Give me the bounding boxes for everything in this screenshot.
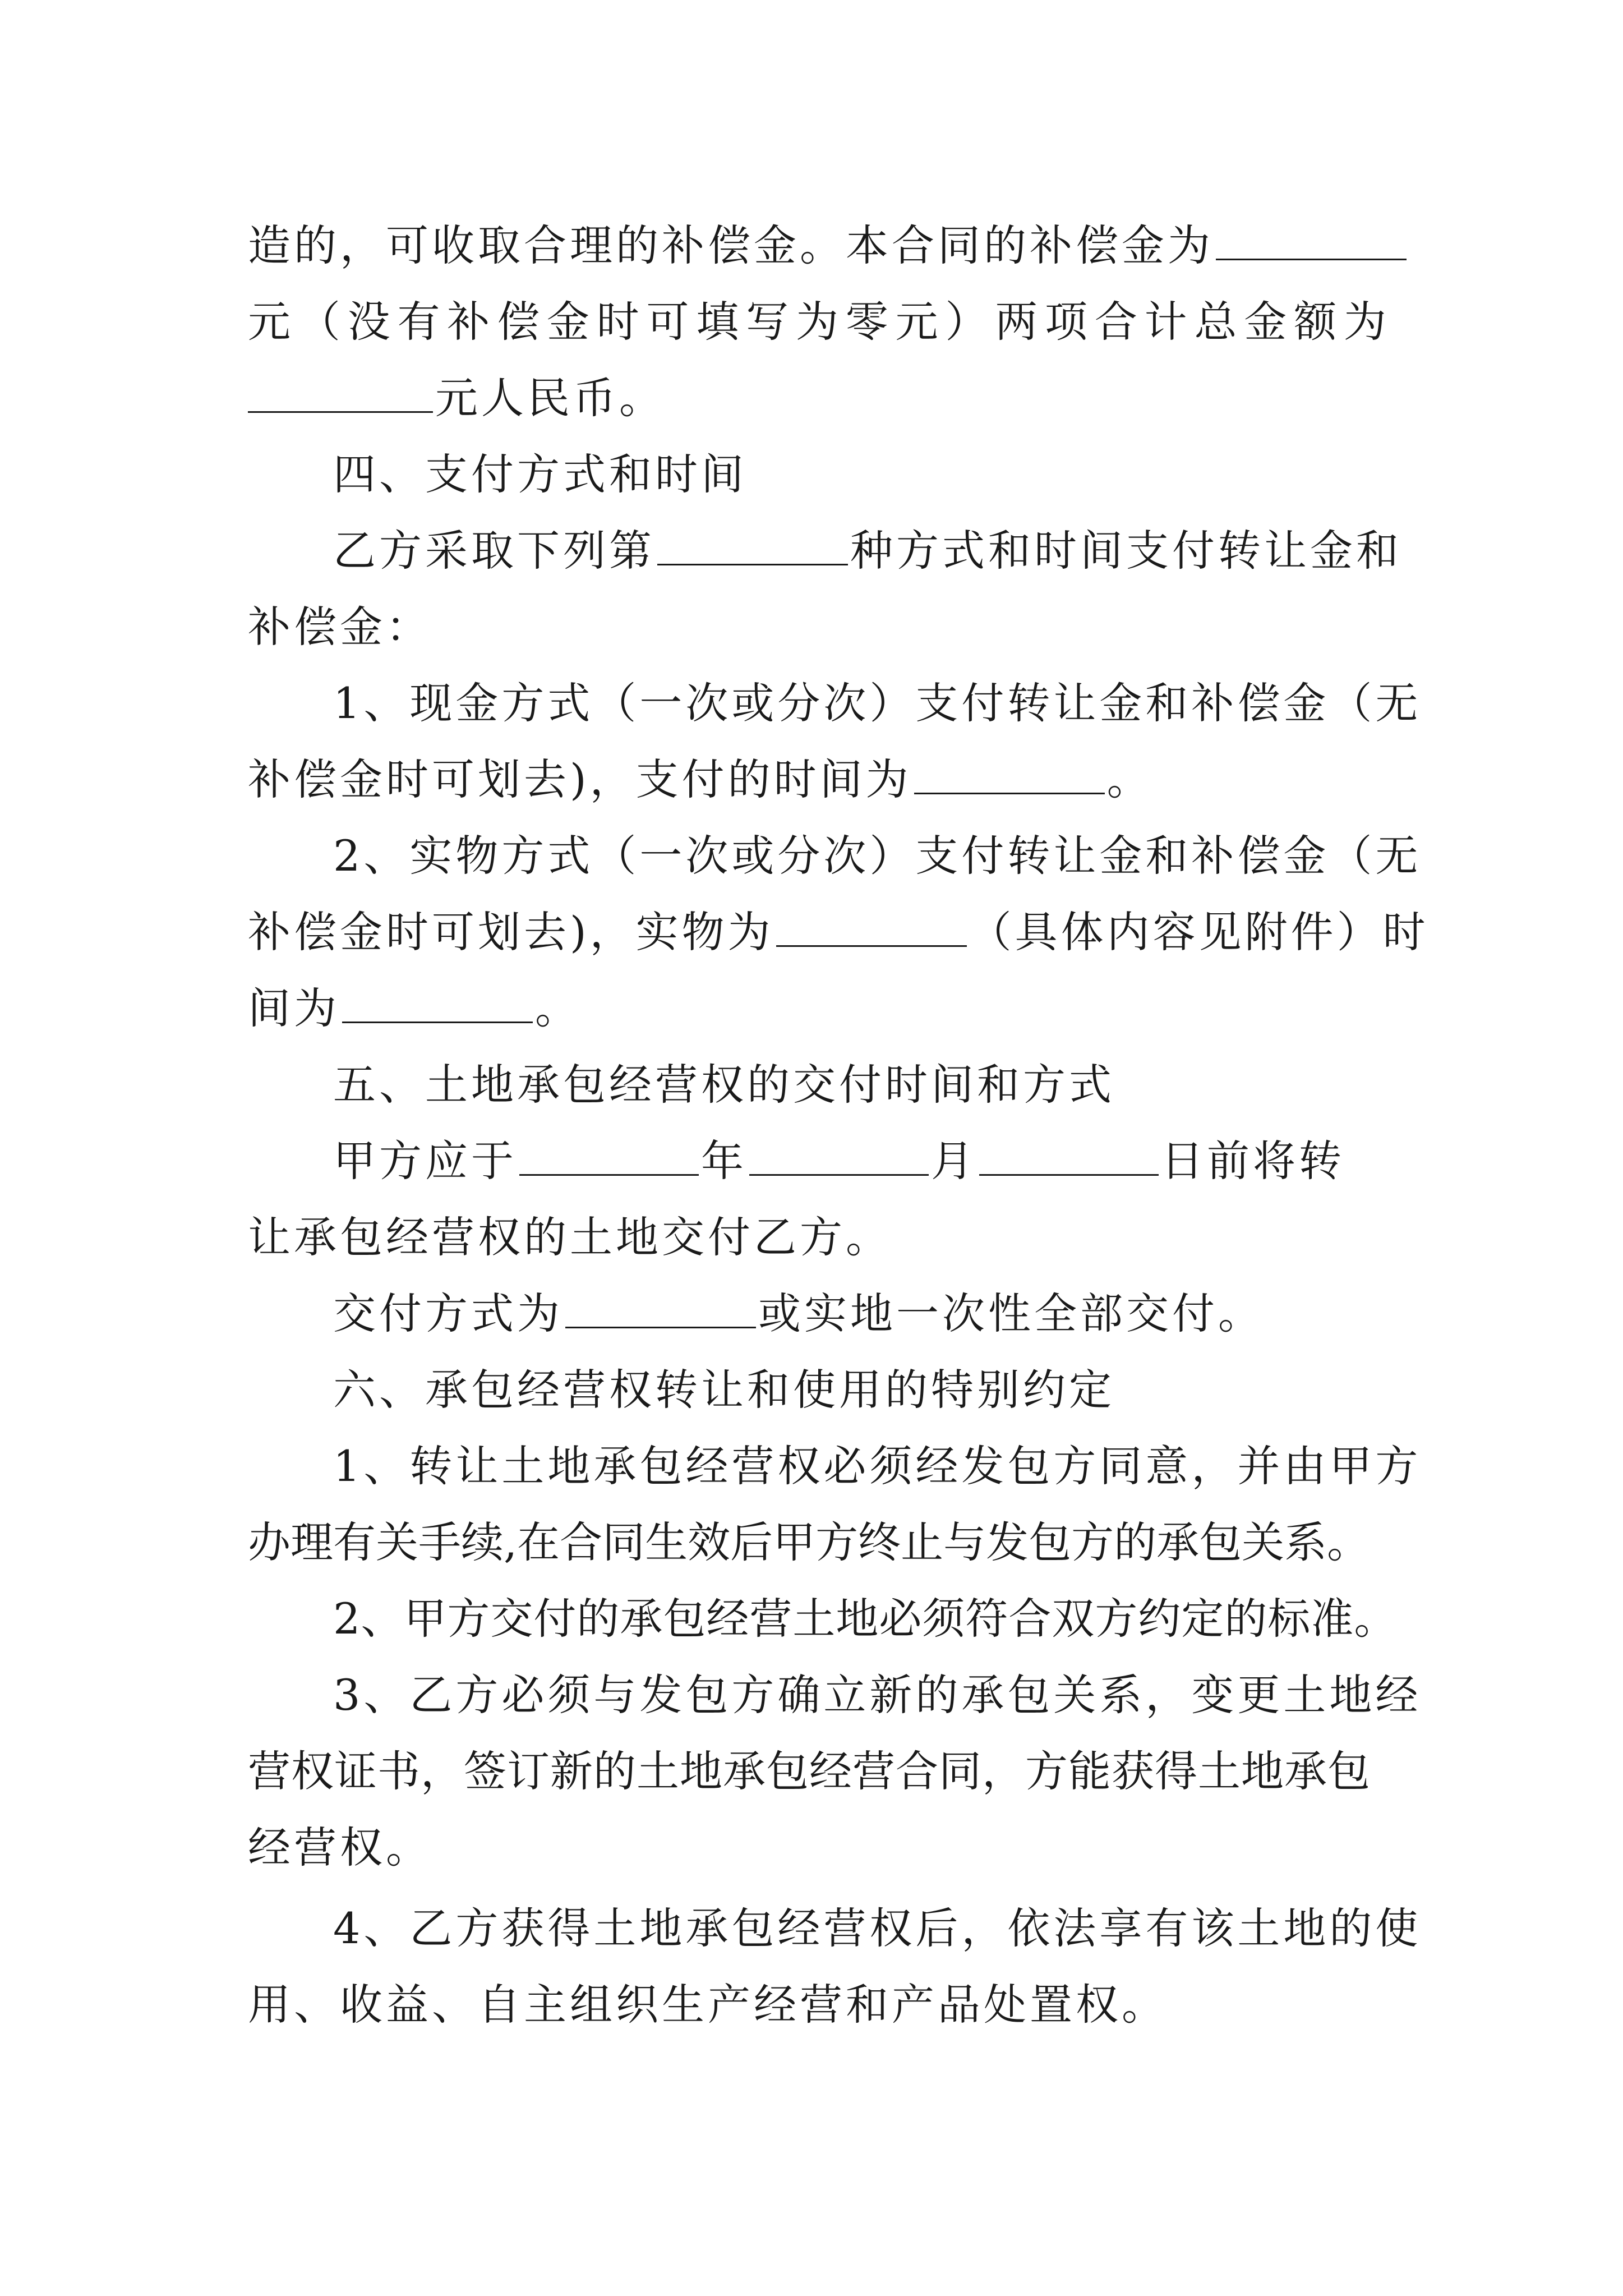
paragraph-line: [248, 1199, 1386, 1276]
paragraph-line: [248, 589, 1386, 665]
paragraph-line: [248, 284, 1386, 360]
justified-char: 合: [1094, 297, 1137, 347]
justified-char: 零: [845, 297, 888, 347]
justified-char: 项: [1045, 297, 1087, 347]
justified-char: 为: [795, 297, 838, 347]
line-text: 让承包经营权的土地交付乙方。: [248, 1212, 892, 1262]
justified-char: 偿: [497, 297, 540, 347]
line-text: 4、乙方获得土地承包经营权后，依法享有该土地的使: [333, 1903, 1422, 1953]
line-text: 乙方采取下列第: [333, 526, 655, 576]
line-text: 四、支付方式和时间: [333, 449, 747, 499]
paragraph-line: [248, 742, 1386, 818]
paragraph-line: [248, 1810, 1386, 1886]
line-text: 五、土地承包经营权的交付时间和方式: [333, 1060, 1115, 1110]
line-text: 或实地一次性全部交付。: [758, 1289, 1264, 1338]
blank-field[interactable]: [248, 372, 433, 413]
justified-char: （: [297, 297, 340, 347]
line-text: 六、承包经营权转让和使用的特别约定: [333, 1365, 1115, 1415]
line-text: 年: [701, 1136, 747, 1186]
blank-field[interactable]: [914, 753, 1105, 794]
justified-char: 金: [1244, 297, 1287, 347]
paragraph-line: [248, 1504, 1386, 1581]
line-text: 3、乙方必须与发包方确立新的承包关系，变更土地经: [333, 1670, 1422, 1720]
paragraph-line: [248, 1890, 1422, 1967]
blank-field[interactable]: [565, 1287, 756, 1328]
justified-char: 有: [397, 297, 440, 347]
justified-char: ）: [945, 297, 988, 347]
blank-field-day[interactable]: [979, 1135, 1159, 1176]
line-text: 补偿金时可划去)，支付的时间为: [248, 754, 912, 804]
line-text: （具体内容见附件）时: [969, 907, 1429, 957]
line-text: 1、现金方式（一次或分次）支付转让金和补偿金（无: [333, 678, 1422, 728]
justified-char: 没: [347, 297, 390, 347]
paragraph-line: [248, 208, 1386, 284]
justified-char: 元: [248, 297, 291, 347]
line-text: 2、实物方式（一次或分次）支付转让金和补偿金（无: [333, 831, 1422, 881]
justified-char: 可: [646, 297, 689, 347]
line-text: 间为: [248, 983, 340, 1033]
paragraph-line: [248, 1428, 1422, 1504]
paragraph-line: [248, 1276, 1386, 1352]
line-text: 。: [535, 983, 581, 1033]
justified-char: 额: [1294, 297, 1337, 347]
justified-char: 填: [696, 297, 739, 347]
blank-field[interactable]: [657, 524, 848, 565]
paragraph-line: [248, 1733, 1386, 1810]
paragraph-line: [248, 1657, 1422, 1733]
justified-char: 计: [1144, 297, 1187, 347]
paragraph-line: [248, 818, 1422, 894]
paragraph-line: [248, 1123, 1386, 1199]
line-text: 经营权。: [248, 1823, 432, 1872]
line-text: 营权证书，签订新的土地承包经营合同，方能获得土地承包: [248, 1746, 1371, 1796]
section-heading: [248, 1047, 1386, 1123]
blank-field-month[interactable]: [749, 1135, 929, 1176]
paragraph-line: [248, 360, 1386, 436]
line-text: 种方式和时间支付转让金和: [850, 526, 1402, 576]
blank-field-year[interactable]: [519, 1135, 699, 1176]
document-page: [248, 208, 1429, 2043]
section-heading: [248, 436, 1386, 513]
justified-char: 两: [995, 297, 1038, 347]
justified-char: 为: [1343, 297, 1386, 347]
line-text: 用、收益、自主组织生产经营和产品处置权。: [248, 1980, 1168, 2030]
line-text: 。: [1106, 754, 1153, 804]
line-text: 元人民币。: [435, 373, 665, 423]
justified-char: 补: [447, 297, 490, 347]
line-text: 月: [931, 1136, 977, 1186]
justified-char: 元: [895, 297, 938, 347]
paragraph-line: [248, 665, 1422, 742]
line-text: 办理有关手续,在合同生效后甲方终止与发包方的承包关系。: [248, 1517, 1370, 1567]
line-text: 1、转让土地承包经营权必须经发包方同意，并由甲方: [333, 1441, 1422, 1491]
line-text: 日前将转: [1161, 1136, 1345, 1186]
line-text: 补偿金时可划去)，实物为: [248, 907, 774, 957]
paragraph-line: [248, 513, 1402, 589]
paragraph-line: [248, 970, 1386, 1047]
paragraph-line: [248, 894, 1429, 970]
blank-field[interactable]: [776, 906, 967, 947]
justified-char: 写: [746, 297, 789, 347]
blank-field[interactable]: [1216, 219, 1407, 260]
line-text: 补偿金：: [248, 602, 432, 652]
justified-char: 金: [546, 297, 589, 347]
blank-field[interactable]: [342, 982, 533, 1023]
section-heading: [248, 1352, 1386, 1428]
line-text: 造的，可收取合理的补偿金。本合同的补偿金为: [248, 220, 1214, 270]
justified-char: 总: [1194, 297, 1237, 347]
justified-char: 时: [596, 297, 639, 347]
line-text: 2、甲方交付的承包经营土地必须符合双方约定的标准。: [333, 1594, 1398, 1644]
line-text: 交付方式为: [333, 1289, 563, 1338]
line-text: 甲方应于: [333, 1136, 517, 1186]
paragraph-line: [248, 1581, 1398, 1657]
paragraph-line: [248, 1967, 1386, 2043]
